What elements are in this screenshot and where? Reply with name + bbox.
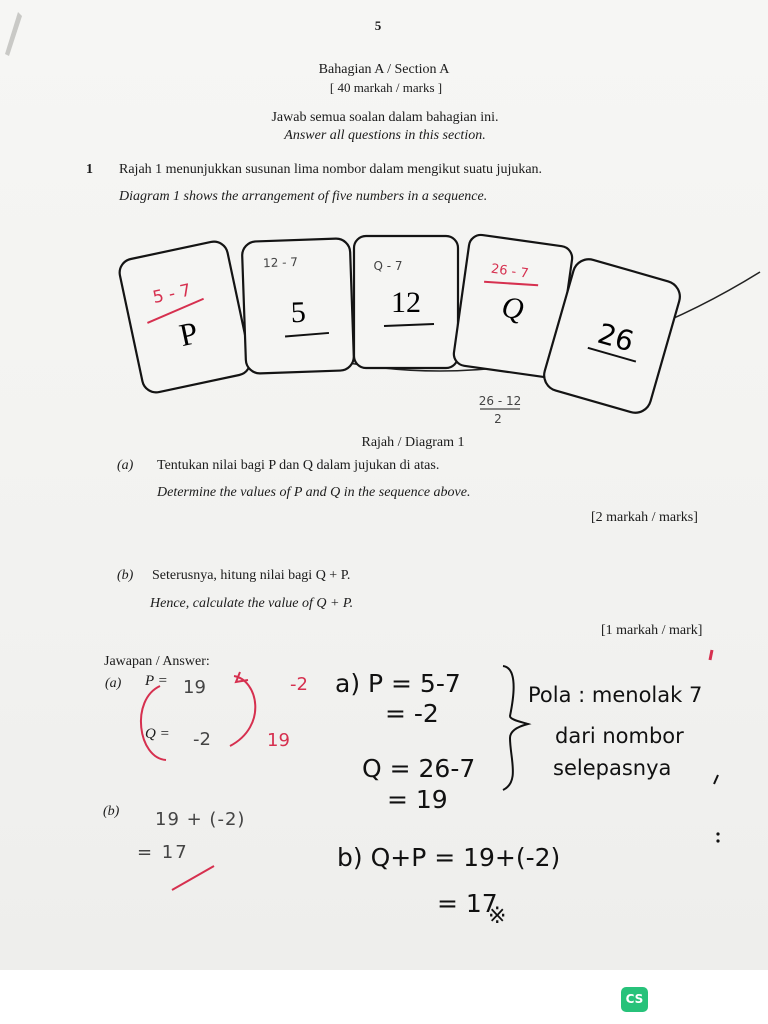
instruction-malay: Jawab semua soalan dalam bahagian ini. (271, 110, 499, 125)
part-b-label: (b) (117, 568, 134, 583)
part-a-text-malay: Tentukan nilai bagi P dan Q dalam jujukan di atas. (157, 458, 440, 473)
part-b-marks: [1 markah / mark] (601, 623, 703, 638)
ink-stray-dot-2 (716, 839, 719, 842)
page-number: 5 (374, 18, 382, 33)
ink-a-line3: Q = 26-7 (362, 754, 476, 783)
ink-brace (503, 666, 528, 790)
camscanner-logo-icon: CS (621, 987, 648, 1012)
card-5-label: 5 (290, 295, 307, 330)
answer-q-label: Q = (145, 726, 170, 742)
ink-b-line1: b) Q+P = 19+(-2) (337, 843, 561, 872)
card-q-note: 26 - 7 (489, 261, 530, 282)
part-b-text-english: Hence, calculate the value of Q + P. (150, 596, 354, 611)
card-5-note: 12 - 7 (262, 254, 299, 271)
question-number: 1 (86, 162, 93, 177)
ink-pattern-line1: Pola : menolak 7 (528, 683, 703, 707)
pencil-b-line1: 19 + (-2) (155, 809, 246, 830)
part-b-text-malay: Seterusnya, hitung nilai bagi Q + P. (152, 568, 351, 583)
ink-a-line1: a) P = 5-7 (335, 669, 461, 698)
card-26-label: 26 (594, 316, 638, 359)
pencil-b-line2: = 17 (137, 842, 189, 863)
ink-a-line2: = -2 (385, 699, 439, 728)
card-p (117, 239, 253, 395)
below-note-bottom: 2 (494, 412, 502, 426)
card-12 (354, 236, 458, 368)
section-title: Bahagian A / Section A (318, 62, 450, 77)
answer-b-label: (b) (103, 804, 120, 819)
ink-stray-dot-1 (716, 832, 719, 835)
pencil-p-value: 19 (183, 677, 206, 698)
below-note-top: 26 - 12 (478, 394, 522, 408)
answer-heading: Jawapan / Answer: (104, 654, 210, 669)
ink-pattern-line3: selepasnya (553, 756, 672, 780)
card-p-note: 5 - 7 (151, 280, 193, 309)
part-a-text-english: Determine the values of P and Q in the sequence above. (157, 485, 471, 500)
card-q-label: Q (499, 290, 526, 327)
card-12-note: Q - 7 (373, 259, 403, 273)
answer-a-label: (a) (105, 676, 122, 691)
red-mark-corner (710, 650, 712, 660)
answer-p-label: P = (145, 673, 168, 689)
card-p-label: P (176, 314, 201, 354)
red-bracket-left (141, 686, 166, 760)
card-5 (242, 238, 355, 374)
red-arrow-head (236, 672, 248, 682)
card-12-label: 12 (391, 286, 421, 319)
instruction-english: Answer all questions in this section. (284, 128, 486, 143)
section-marks: [ 40 markah / marks ] (329, 80, 443, 95)
diagram-caption: Rajah / Diagram 1 (361, 435, 465, 450)
red-bracket-right (230, 676, 255, 746)
red-note-minus2: -2 (290, 674, 308, 695)
ink-b-line2: = 17 (437, 889, 498, 918)
question-text-english: Diagram 1 shows the arrangement of five numbers in a sequence. (119, 189, 488, 204)
ink-double-tick: ※ (488, 904, 507, 929)
red-tick (172, 866, 214, 890)
question-text-malay: Rajah 1 menunjukkan susunan lima nombor dalam mengikut suatu jujukan. (119, 162, 543, 177)
red-note-19: 19 (267, 730, 290, 751)
part-a-label: (a) (117, 458, 134, 473)
pencil-q-value: -2 (193, 729, 211, 750)
ink-pattern-line2: dari nombor (555, 724, 684, 748)
part-a-marks: [2 markah / marks] (591, 510, 698, 525)
ink-stray-mark (714, 775, 718, 784)
ink-a-line4: = 19 (387, 785, 448, 814)
